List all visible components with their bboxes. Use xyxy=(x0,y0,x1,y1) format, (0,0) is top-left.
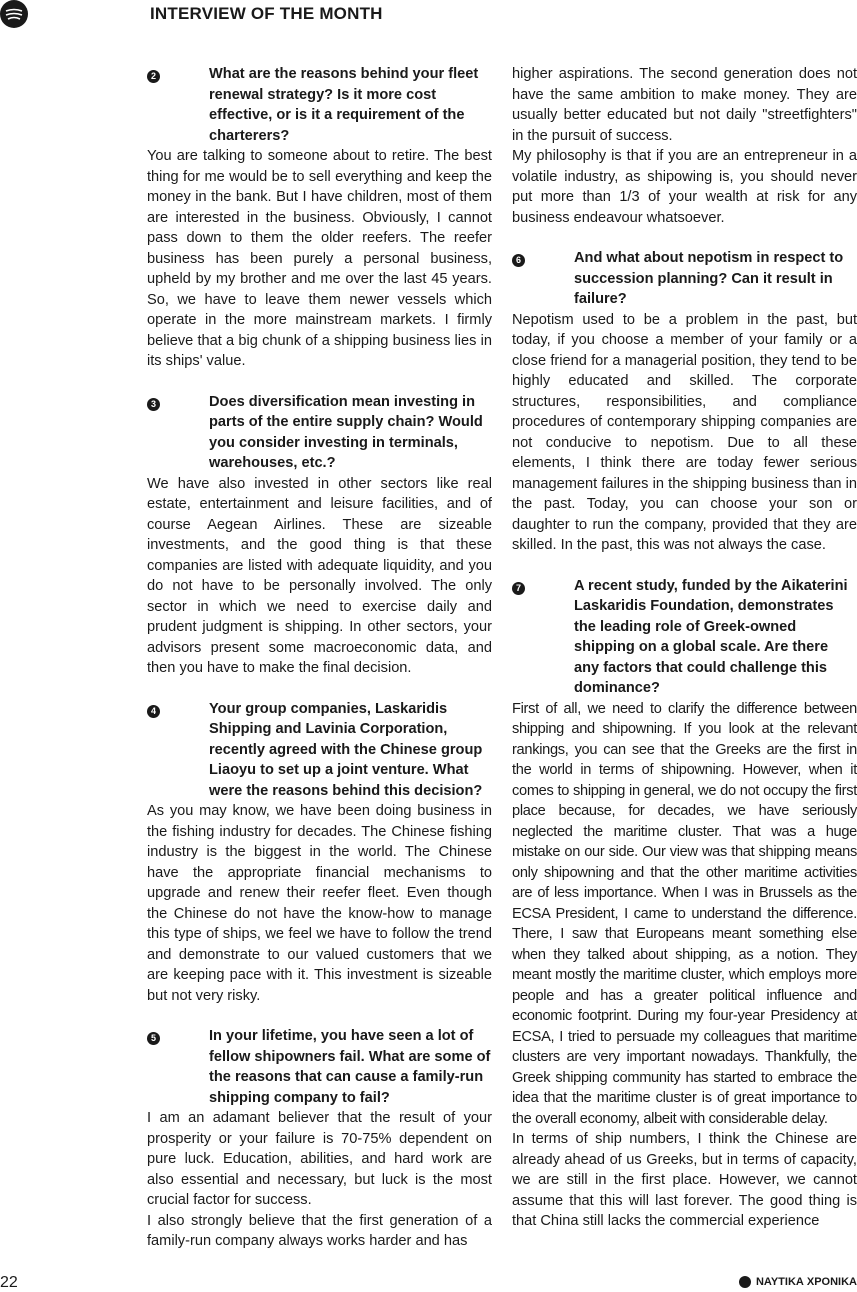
answer-paragraph: You are talking to someone about to retire. The best thing for me would be to sell everything and keep the money in the bank. But I have children, most of them are interested in the business. Obviously, I cannot pass down to them the older reefers. The reefer business has been purely a personal business, upheld by my brother and me over the last 45 years. So, we have to leave them newer vessels which operate in the more mainstream markets. I firmly believe that a big chunk of a shipping business lies in its ships' value. xyxy=(147,148,492,369)
question-number-badge: 6 xyxy=(512,254,525,267)
answer-paragraph: higher aspirations. The second generation does not have the same ambition to make money. They are usually better educated but not daily "streetfighters" in the pursuit of success. xyxy=(512,66,857,144)
question-number-badge: 4 xyxy=(147,705,160,718)
brand-logo-icon xyxy=(739,1276,751,1288)
answer-paragraph: I am an adamant believer that the result of your prosperity or your failure is 70-75% dependent on pure luck. Education, abilities, and hard work are also essential and necessary, but luck is the most crucial factor for success. xyxy=(147,1110,492,1208)
question-text: Does diversification mean investing in parts of the entire supply chain? Would you consider investing in terminals, warehouses, etc.? xyxy=(209,393,483,471)
answer-paragraph: We have also invested in other sectors like real estate, entertainment and leisure facilities, and of course Aegean Airlines. These are sizeable investments, and the good thing is that these companies are listed with adequate liquidity, and you do not have to be personally involved. The only sector in which we need to exercise daily and prudent judgment is shipping. In other sectors, your advisors present some macroeconomic data, and then you have to make the final decision. xyxy=(147,475,492,676)
question-text: In your lifetime, you have seen a lot of fellow shipowners fail. What are some of the reasons that can cause a family-run shipping company to fail? xyxy=(209,1028,491,1106)
answer-paragraph: In terms of ship numbers, I think the Chinese are already ahead of us Greeks, but in terms of capacity, we are still in the first place. However, we cannot assume that this will last forever. The good thing is that China still lacks the commercial experience xyxy=(512,1131,857,1229)
page-number: 22 xyxy=(0,1274,18,1291)
question-3 xyxy=(147,392,492,474)
question-number-badge: 5 xyxy=(147,1032,160,1045)
section-title: INTERVIEW OF THE MONTH xyxy=(150,4,383,23)
footer-brand xyxy=(739,1276,857,1288)
question-5 xyxy=(147,1026,492,1108)
question-6 xyxy=(512,248,857,310)
magazine-logo-icon xyxy=(0,0,28,28)
right-column xyxy=(512,64,857,1232)
left-column xyxy=(147,64,492,1252)
question-text: What are the reasons behind your fleet renewal strategy? Is it more cost effective, or is it a requirement of the charterers? xyxy=(209,66,479,144)
question-text: A recent study, funded by the Aikaterini Laskaridis Foundation, demonstrates the leading role of Greek-owned shipping on a global scale. Are there any factors that could challenge this dominance? xyxy=(574,577,848,696)
answer-paragraph: First of all, we need to clarify the difference between shipping and shipowning. If you look at the relevant rankings, you can see that the Greeks are the first in the world in terms of shipowning. However, when it comes to shipping in general, we do not occupy the first place because, for decades, we have seriously neglected the maritime cluster. That was a huge mistake on our side. Our view was that shipping means only shipowning and that the other maritime activities are of less importance. When I was in Brussels as the ECSA President, I came to understand the difference. There, I saw that Europeans meant something else when they talked about shipping, as a notion. They meant mostly the maritime cluster, which employs more people and has a greater political influence and economic footprint. During my four-year Presidency at ECSA, I tried to persuade my colleagues that maritime clusters are very important nowadays. Thankfully, the Greek shipping community has started to embrace the idea that the maritime cluster is of great importance to the overall economy, albeit with considerable delay. xyxy=(512,700,857,1127)
answer-paragraph: As you may know, we have been doing business in the fishing industry for decades. The Chinese fishing industry is the biggest in the world. The Chinese have the appropriate financial mechanisms to upgrade and renew their reefer fleet. Even though the Chinese do not have the know-how to manage this type of ships, we feel we have to follow the trend and demonstrate to our valued customers that we are keeping pace with it. This investment is sizeable but not very risky. xyxy=(147,803,492,1004)
question-text: Your group companies, Laskaridis Shipping and Lavinia Corporation, recently agreed with the Chinese group Liaoyu to set up a joint venture. What were the reasons behind this decision? xyxy=(209,700,483,799)
brand-name: ΝΑΥΤΙΚΑ ΧΡΟΝΙΚΑ xyxy=(755,1276,857,1288)
answer-paragraph: Nepotism used to be a problem in the past, but today, if you choose a member of your family or a close friend for a managerial position, they tend to be highly educated and skilled. The corporate structures, responsibilities, and compliance procedures of contemporary shipping companies are not conducive to nepotism. Due to all these elements, I think there are today fewer serious management failures in the shipping business than in the past. Today, you can choose your son or daughter to run the company, provided that they are skilled. In the past, this was not always the case. xyxy=(512,311,857,553)
answer-paragraph: I also strongly believe that the first generation of a family-run company always works harder and has xyxy=(147,1212,492,1249)
question-number-badge: 2 xyxy=(147,70,160,83)
question-7 xyxy=(512,576,857,699)
question-2 xyxy=(147,64,492,146)
question-text: And what about nepotism in respect to succession planning? Can it result in failure? xyxy=(574,250,844,307)
question-4 xyxy=(147,699,492,802)
answer-paragraph: My philosophy is that if you are an entrepreneur in a volatile industry, as shipowing is, you should never put more than 1/3 of your wealth at risk for any business endeavour whatsoever. xyxy=(512,148,857,226)
question-number-badge: 7 xyxy=(512,582,525,595)
question-number-badge: 3 xyxy=(147,398,160,411)
